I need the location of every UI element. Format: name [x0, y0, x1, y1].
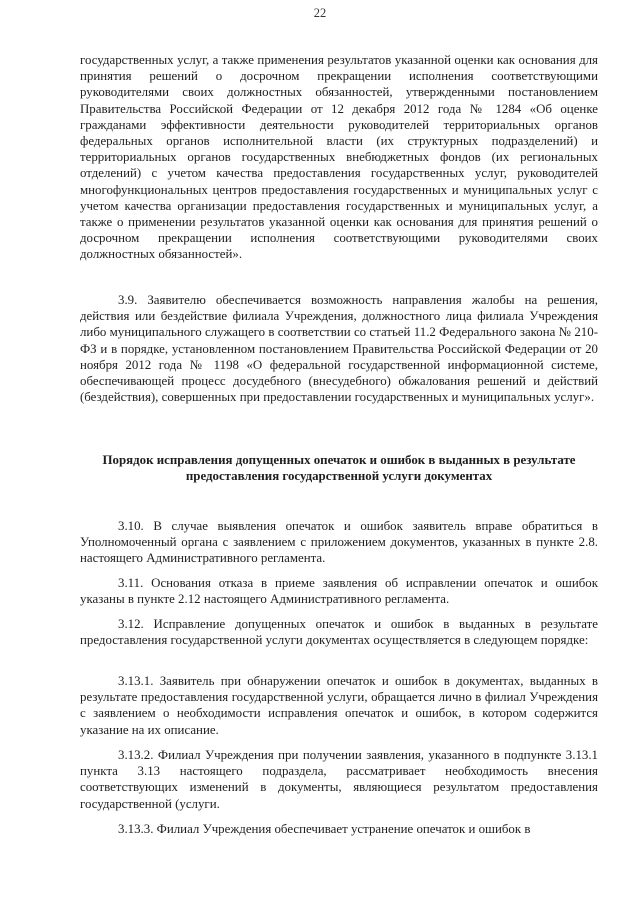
paragraph-3-9: 3.9. Заявителю обеспечивается возможность направления жалобы на решения, действия или бездействие филиала Учреждения, должностного лица филиала Учреждения либо муниципального служащего в соответствии со статьей 11.2 Федерального закона № 210-ФЗ и в порядке, установленном постановлением Правительства Российской Федерации от 20 ноября 2012 года № 1198 «О федеральной государственной информационной системе, обеспечивающей процесс досудебного (внесудебного) обжалования решений и действий (бездействия), совершенных при предоставлении государственных и муниципальных услуг».: [80, 293, 598, 405]
paragraph-3-12: 3.12. Исправление допущенных опечаток и ошибок в выданных в результате предоставления государственной услуги документах осуществляется в следующем порядке:: [80, 617, 598, 648]
page-number: 22: [313, 6, 327, 20]
paragraph-3-11: 3.11. Основания отказа в приеме заявления об исправлении опечаток и ошибок указаны в пункте 2.12 настоящего Административного регламента.: [80, 576, 598, 607]
paragraph-3-10: 3.10. В случае выявления опечаток и ошибок заявитель вправе обратиться в Уполномоченный органа с заявлением с приложением документов, указанных в пункте 2.8. настоящего Административного регламента.: [80, 519, 598, 566]
paragraph-continuation: государственных услуг, а также применения результатов указанной оценки как основания для принятия решений о досрочном прекращении исполнения соответствующими руководителями своих должностных обязанностей, утвержденными постановлением Правительства Российской Федерации от 12 декабря 2012 года № 1284 «Об оценке гражданами эффективности деятельности руководителей территориальных органов федеральных органов исполнительной власти (их структурных подразделений) и территориальных органов государственных внебюджетных фондов (их региональных отделений) с учетом качества предоставления государственных услуг, руководителей многофункциональных центров предоставления государственных и муниципальных услуг с учетом качества организации предоставления государственных и муниципальных услуг, а также о применении результатов указанной оценки как основания для принятия решений о досрочном прекращении исполнения соответствующими руководителями своих должностных обязанностей».: [80, 53, 598, 262]
paragraph-3-13-1: 3.13.1. Заявитель при обнаружении опечаток и ошибок в документах, выданных в результате предоставления государственной услуги, обращается лично в филиал Учреждения с заявлением о необходимости исправления опечаток и ошибок, в котором содержится указание на их описание.: [80, 674, 598, 737]
paragraph-3-13-3: 3.13.3. Филиал Учреждения обеспечивает устранение опечаток и ошибок в: [118, 822, 531, 836]
paragraph-3-13-2: 3.13.2. Филиал Учреждения при получении заявления, указанного в подпункте 3.13.1 пункта 3.13 настоящего подраздела, рассматривает необходимость внесения соответствующих изменений в документы, являющиеся результатом предоставления государственной (услуги.: [80, 748, 598, 811]
section-heading: Порядок исправления допущенных опечаток и ошибок в выданных в результате предоставления государственной услуги документах: [102, 453, 576, 484]
